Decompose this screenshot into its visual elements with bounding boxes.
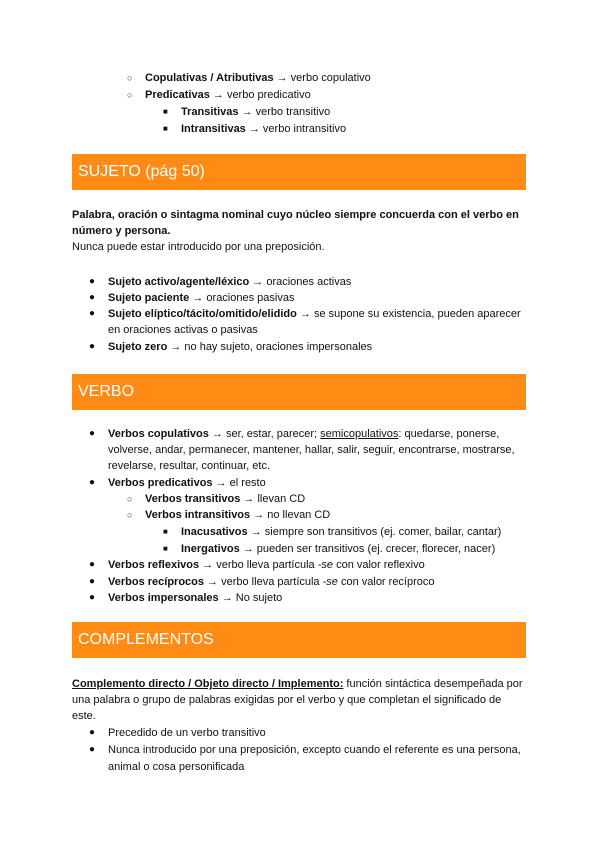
circle-bullet: ○	[127, 73, 133, 83]
list-item: Verbos transitivos → llevan CD	[145, 493, 306, 505]
dot-bullet: ●	[89, 727, 96, 738]
cd-definition-cont: este.	[72, 710, 96, 722]
square-bullet: ■	[163, 124, 168, 133]
section-banner-sujeto: SUJETO (pág 50)	[72, 154, 526, 190]
square-bullet: ■	[163, 544, 168, 553]
dot-bullet: ●	[89, 576, 96, 587]
dot-bullet: ●	[89, 276, 96, 287]
list-item: Intransitivas → verbo intransitivo	[181, 123, 347, 135]
list-item: Verbos copulativos → ser, estar, parecer; semicopulativos: quedarse, ponerse,	[108, 428, 500, 440]
list-item-cont: volverse, andar, permanecer, mantener, hallar, salir, seguir, encontrarse, mostrarse,	[108, 444, 515, 456]
section-banner-complementos: COMPLEMENTOS	[72, 622, 526, 658]
square-bullet: ■	[163, 107, 168, 116]
list-item: Verbos reflexivos → verbo lleva partícula -se con valor reflexivo	[108, 559, 425, 571]
list-item: Inergativos → pueden ser transitivos (ej. crecer, florecer, nacer)	[181, 543, 496, 555]
dot-bullet: ●	[89, 477, 96, 488]
list-item: Copulativas / Atributivas → verbo copulativo	[145, 72, 371, 84]
dot-bullet: ●	[89, 341, 96, 352]
list-item: Nunca introducido por una preposición, excepto cuando el referente es una persona,	[108, 744, 521, 756]
list-item: Transitivas → verbo transitivo	[181, 106, 331, 118]
dot-bullet: ●	[89, 744, 96, 755]
dot-bullet: ●	[89, 308, 96, 319]
list-item-cont: en oraciones activas o pasivas	[108, 324, 258, 336]
list-item: Predicativas → verbo predicativo	[145, 89, 311, 101]
list-item: Verbos impersonales → No sujeto	[108, 592, 283, 604]
list-item: Verbos recíprocos → verbo lleva partícula -se con valor recíproco	[108, 576, 435, 588]
circle-bullet: ○	[127, 510, 133, 520]
dot-bullet: ●	[89, 559, 96, 570]
list-item: Verbos predicativos → el resto	[108, 477, 266, 489]
list-item: Precedido de un verbo transitivo	[108, 727, 266, 739]
dot-bullet: ●	[89, 428, 96, 439]
cd-definition-cont: una palabra o grupo de palabras exigidas por el verbo y que completan el significado de	[72, 694, 502, 706]
list-item: Sujeto zero → no hay sujeto, oraciones impersonales	[108, 341, 373, 353]
cd-definition: Complemento directo / Objeto directo / Implemento: función sintáctica desempeñada por	[72, 678, 523, 690]
list-item: Inacusativos → siempre son transitivos (ej. comer, bailar, cantar)	[181, 526, 502, 538]
list-item: Verbos intransitivos → no llevan CD	[145, 509, 331, 521]
list-item-cont: animal o cosa personificada	[108, 761, 245, 773]
sujeto-definition-cont: número y persona.	[72, 225, 171, 237]
sujeto-note: Nunca puede estar introducido por una preposición.	[72, 241, 325, 253]
circle-bullet: ○	[127, 494, 133, 504]
dot-bullet: ●	[89, 292, 96, 303]
list-item: Sujeto elíptico/tácito/omitido/elidido → se supone su existencia, pueden aparecer	[108, 308, 521, 320]
list-item: Sujeto activo/agente/léxico → oraciones activas	[108, 276, 352, 288]
list-item: Sujeto paciente → oraciones pasivas	[108, 292, 295, 304]
sujeto-definition: Palabra, oración o sintagma nominal cuyo núcleo siempre concuerda con el verbo en	[72, 209, 519, 221]
square-bullet: ■	[163, 527, 168, 536]
circle-bullet: ○	[127, 90, 133, 100]
list-item-cont: revelarse, resultar, continuar, etc.	[108, 460, 271, 472]
section-banner-verbo: VERBO	[72, 374, 526, 410]
dot-bullet: ●	[89, 592, 96, 603]
